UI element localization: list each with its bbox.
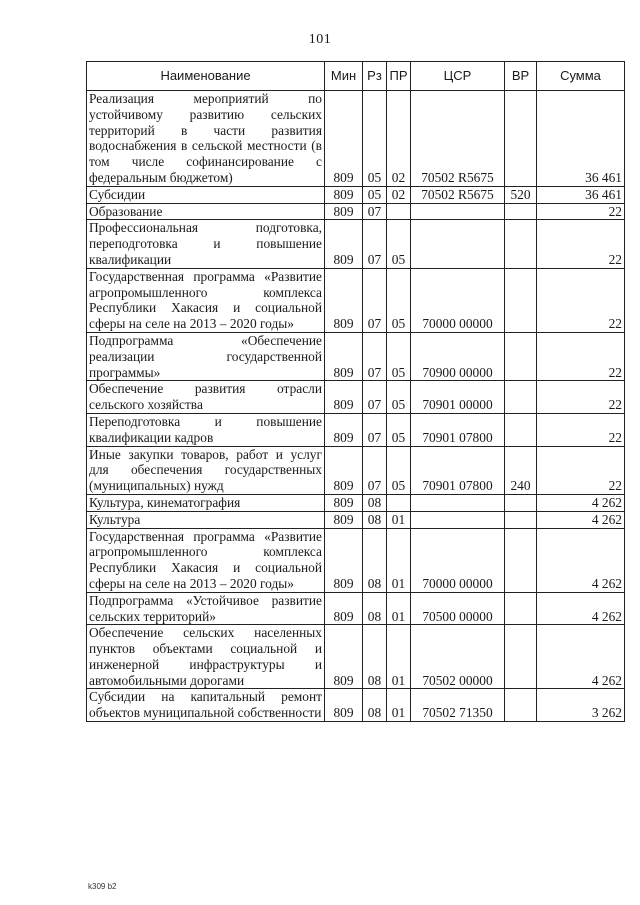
cell-csr: 70900 00000 [411,332,505,380]
table-row [87,268,625,332]
cell-vr [505,268,537,332]
cell-min: 809 [325,381,363,414]
cell-csr: 70502 00000 [411,625,505,689]
cell-min: 809 [325,413,363,446]
cell-name: Подпрограмма «Устойчивое развитие сельских территорий» [87,592,325,625]
cell-name: Обеспечение сельских населенных пунктов объектами социальной и инженерной инфраструктуры и автомобильными дорогами [87,625,325,689]
table-body [87,91,625,722]
table-row [87,689,625,722]
table-row [87,220,625,268]
cell-rz: 08 [363,689,387,722]
table-row [87,381,625,414]
cell-name: Иные закупки товаров, работ и услуг для обеспечения государственных (муниципальных) нужд [87,446,325,494]
cell-sum: 22 [537,413,625,446]
footer-code: k309 b2 [88,882,117,891]
cell-sum: 4 262 [537,625,625,689]
cell-pr: 05 [387,332,411,380]
cell-vr [505,689,537,722]
cell-rz: 07 [363,203,387,220]
cell-min: 809 [325,511,363,528]
cell-sum: 22 [537,381,625,414]
cell-pr: 01 [387,625,411,689]
cell-min: 809 [325,446,363,494]
cell-sum: 4 262 [537,528,625,592]
cell-min: 809 [325,528,363,592]
cell-csr [411,494,505,511]
cell-pr: 05 [387,268,411,332]
cell-pr: 01 [387,689,411,722]
table-row [87,528,625,592]
cell-csr [411,203,505,220]
header-csr: ЦСР [411,62,505,91]
cell-vr [505,332,537,380]
table-row [87,625,625,689]
cell-sum: 36 461 [537,91,625,187]
cell-rz: 07 [363,332,387,380]
cell-rz: 05 [363,186,387,203]
cell-vr [505,528,537,592]
cell-sum: 3 262 [537,689,625,722]
cell-sum: 36 461 [537,186,625,203]
cell-vr [505,625,537,689]
cell-name: Образование [87,203,325,220]
header-vr: ВР [505,62,537,91]
cell-rz: 08 [363,511,387,528]
cell-min: 809 [325,625,363,689]
cell-min: 809 [325,268,363,332]
cell-name: Переподготовка и повышение квалификации кадров [87,413,325,446]
cell-csr: 70000 00000 [411,528,505,592]
page-number: 101 [308,32,332,47]
table-row [87,203,625,220]
cell-vr [505,220,537,268]
cell-rz: 07 [363,446,387,494]
cell-name: Культура [87,511,325,528]
cell-name: Подпрограмма «Обеспечение реализации государственной программы» [87,332,325,380]
cell-vr [505,203,537,220]
cell-rz: 08 [363,494,387,511]
cell-pr: 01 [387,528,411,592]
cell-min: 809 [325,220,363,268]
table-row [87,446,625,494]
cell-min: 809 [325,186,363,203]
cell-rz: 08 [363,528,387,592]
header-rz: Рз [363,62,387,91]
cell-name: Культура, кинематография [87,494,325,511]
cell-name: Профессиональная подготовка, переподготовка и повышение квалификации [87,220,325,268]
cell-vr [505,494,537,511]
table-header-row [87,62,625,91]
cell-sum: 4 262 [537,592,625,625]
cell-csr: 70502 71350 [411,689,505,722]
cell-csr [411,220,505,268]
table-row [87,91,625,187]
cell-vr [505,91,537,187]
cell-csr: 70500 00000 [411,592,505,625]
cell-rz: 08 [363,592,387,625]
cell-csr [411,511,505,528]
cell-min: 809 [325,592,363,625]
cell-sum: 4 262 [537,494,625,511]
cell-csr: 70901 00000 [411,381,505,414]
table-row [87,332,625,380]
cell-rz: 07 [363,268,387,332]
header-min: Мин [325,62,363,91]
header-pr: ПР [387,62,411,91]
cell-pr: 01 [387,511,411,528]
cell-vr [505,381,537,414]
cell-sum: 22 [537,203,625,220]
cell-sum: 22 [537,220,625,268]
cell-rz: 07 [363,381,387,414]
cell-pr: 02 [387,186,411,203]
cell-rz: 07 [363,413,387,446]
header-sum: Сумма [537,62,625,91]
cell-sum: 4 262 [537,511,625,528]
cell-min: 809 [325,689,363,722]
cell-pr: 02 [387,91,411,187]
table-row [87,413,625,446]
cell-pr [387,203,411,220]
cell-sum: 22 [537,268,625,332]
cell-rz: 08 [363,625,387,689]
cell-sum: 22 [537,332,625,380]
cell-pr: 05 [387,413,411,446]
cell-vr [505,592,537,625]
table-row [87,186,625,203]
cell-name: Государственная программа «Развитие агропромышленного комплекса Республики Хакасия и социальной сферы на селе на 2013 – 2020 годы» [87,528,325,592]
table-row [87,494,625,511]
table-row [87,592,625,625]
cell-csr: 70901 07800 [411,446,505,494]
cell-sum: 22 [537,446,625,494]
cell-min: 809 [325,332,363,380]
header-name: Наименование [87,62,325,91]
cell-min: 809 [325,203,363,220]
cell-pr: 05 [387,446,411,494]
budget-table [86,61,625,722]
cell-pr [387,494,411,511]
cell-csr: 70502 R5675 [411,186,505,203]
cell-csr: 70000 00000 [411,268,505,332]
table-row [87,511,625,528]
cell-name: Обеспечение развития отрасли сельского хозяйства [87,381,325,414]
cell-pr: 05 [387,381,411,414]
cell-min: 809 [325,91,363,187]
cell-name: Реализация мероприятий по устойчивому развитию сельских территорий в части развития водоснабжения в сельской местности (в том числе софинансирование с федеральным бюджетом) [87,91,325,187]
cell-pr: 05 [387,220,411,268]
cell-name: Субсидии на капитальный ремонт объектов муниципальной собственности [87,689,325,722]
cell-rz: 05 [363,91,387,187]
cell-min: 809 [325,494,363,511]
cell-vr [505,511,537,528]
cell-vr: 520 [505,186,537,203]
cell-pr: 01 [387,592,411,625]
cell-vr [505,413,537,446]
cell-csr: 70901 07800 [411,413,505,446]
cell-rz: 07 [363,220,387,268]
cell-name: Субсидии [87,186,325,203]
cell-name: Государственная программа «Развитие агропромышленного комплекса Республики Хакасия и социальной сферы на селе на 2013 – 2020 годы» [87,268,325,332]
cell-csr: 70502 R5675 [411,91,505,187]
cell-vr: 240 [505,446,537,494]
